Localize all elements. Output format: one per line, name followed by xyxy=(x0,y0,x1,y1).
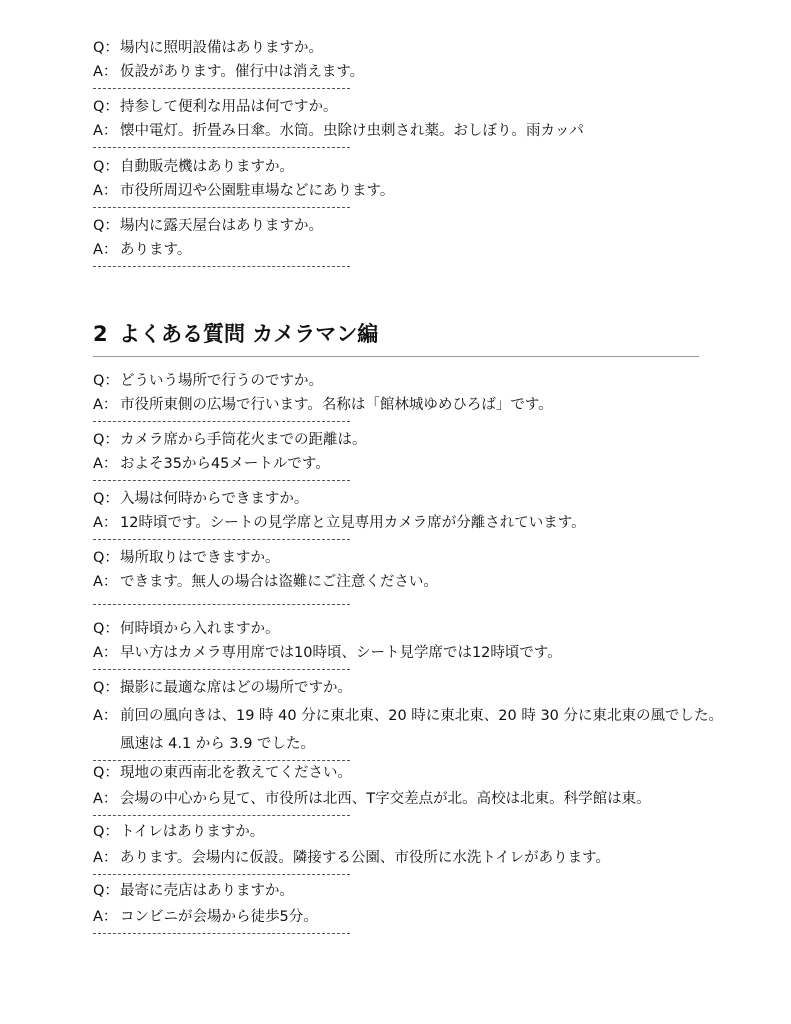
question-line xyxy=(93,95,733,119)
answer-line xyxy=(93,570,733,594)
question-text: 場所取りはできますか。 xyxy=(120,550,280,566)
dashed-separator xyxy=(93,933,350,934)
question-line xyxy=(93,369,733,393)
question-text: どういう場所で行うのですか。 xyxy=(120,373,323,389)
answer-text: コンビニが会場から徒歩5分。 xyxy=(120,909,318,925)
dashed-separator xyxy=(93,147,350,148)
faq-item xyxy=(93,214,733,267)
question-text: 場内に露天屋台はありますか。 xyxy=(120,218,323,234)
answer-text: 仮設があります。催行中は消えます。 xyxy=(120,64,365,80)
faq-item xyxy=(93,617,733,670)
question-text: 最寄に売店はありますか。 xyxy=(120,883,294,899)
faq-item xyxy=(93,879,733,934)
dashed-separator xyxy=(93,480,350,481)
answer-line xyxy=(93,452,733,476)
dashed-separator xyxy=(93,539,350,540)
answer-label: A： xyxy=(93,456,118,472)
answer-text: 懐中電灯。折畳み日傘。水筒。虫除け虫刺され薬。おしぼり。雨カッパ xyxy=(120,123,584,139)
faq-item xyxy=(93,155,733,208)
dashed-separator xyxy=(93,874,350,875)
faq-item xyxy=(93,487,733,540)
answer-label: A： xyxy=(93,515,118,531)
question-line xyxy=(93,879,733,903)
question-line xyxy=(93,546,733,570)
question-line xyxy=(93,214,733,238)
answer-text: あります。 xyxy=(120,242,192,258)
question-label: Q： xyxy=(93,680,119,696)
question-line xyxy=(93,676,733,700)
faq-item xyxy=(93,428,733,481)
faq-item xyxy=(93,761,733,816)
section-rule xyxy=(93,356,699,357)
answer-text: 早い方はカメラ専用席では10時頃、シート見学席では12時頃です。 xyxy=(120,645,562,661)
question-text: 持参して便利な用品は何ですか。 xyxy=(120,99,338,115)
question-text: 何時頃から入れますか。 xyxy=(120,621,280,637)
section-number: 2 xyxy=(93,322,108,346)
answer-text: あります。会場内に仮設。隣接する公園、市役所に水洗トイレがあります。 xyxy=(120,850,610,866)
answer-line xyxy=(93,641,733,665)
question-text: 現地の東西南北を教えてください。 xyxy=(120,765,352,781)
answer-line xyxy=(93,704,733,728)
dashed-separator xyxy=(93,669,350,670)
answer-text: 市役所周辺や公園駐車場などにあります。 xyxy=(120,183,395,199)
section-heading xyxy=(93,318,378,350)
answer-line xyxy=(93,393,733,417)
question-label: Q： xyxy=(93,159,119,175)
answer-line xyxy=(93,119,733,143)
question-line xyxy=(93,487,733,511)
question-label: Q： xyxy=(93,40,119,56)
question-label: Q： xyxy=(93,883,119,899)
question-text: トイレはありますか。 xyxy=(120,824,265,840)
answer-text: 市役所東側の広場で行います。名称は「館林城ゆめひろば」です。 xyxy=(120,397,553,413)
question-text: 場内に照明設備はありますか。 xyxy=(120,40,323,56)
dashed-separator xyxy=(93,88,350,89)
question-line xyxy=(93,36,733,60)
answer-text: 会場の中心から見て、市役所は北西、T字交差点が北。高校は北東。科学館は東。 xyxy=(120,791,651,807)
answer-label: A： xyxy=(93,64,118,80)
dashed-separator xyxy=(93,207,350,208)
question-label: Q： xyxy=(93,99,119,115)
question-line xyxy=(93,428,733,452)
faq-item xyxy=(93,369,733,422)
question-text: 自動販売機はありますか。 xyxy=(120,159,294,175)
answer-line xyxy=(93,60,733,84)
answer-text: 12時頃です。シートの見学席と立見専用カメラ席が分離されています。 xyxy=(120,515,586,531)
faq-item xyxy=(93,36,733,89)
answer-label: A： xyxy=(93,850,118,866)
answer-text: およそ35から45メートルです。 xyxy=(120,456,330,472)
faq-item xyxy=(93,95,733,148)
answer-label: A： xyxy=(93,242,118,258)
answer-label: A： xyxy=(93,909,118,925)
question-line xyxy=(93,820,733,844)
question-label: Q： xyxy=(93,432,119,448)
answer-line xyxy=(93,238,733,262)
answer-text: できます。無人の場合は盗難にご注意ください。 xyxy=(120,574,438,590)
section-title-text: よくある質問 カメラマン編 xyxy=(119,322,379,346)
faq-item xyxy=(93,676,733,761)
question-text: 入場は何時からできますか。 xyxy=(120,491,309,507)
answer-line xyxy=(93,905,733,929)
question-text: 撮影に最適な席はどの場所ですか。 xyxy=(120,680,352,696)
answer-line xyxy=(93,787,733,811)
question-label: Q： xyxy=(93,824,119,840)
question-line xyxy=(93,617,733,641)
answer-label: A： xyxy=(93,397,118,413)
question-label: Q： xyxy=(93,550,119,566)
answer-label: A： xyxy=(93,708,118,724)
answer-line xyxy=(93,511,733,535)
question-label: Q： xyxy=(93,373,119,389)
dashed-separator xyxy=(93,266,350,267)
question-text: カメラ席から手筒花火までの距離は。 xyxy=(120,432,367,448)
dashed-separator xyxy=(93,815,350,816)
question-label: Q： xyxy=(93,491,119,507)
question-label: Q： xyxy=(93,765,119,781)
question-line xyxy=(93,761,733,785)
dashed-separator xyxy=(93,604,350,605)
answer-label: A： xyxy=(93,645,118,661)
answer-text: 前回の風向きは、19 時 40 分に東北東、20 時に東北東、20 時 30 分に東北東の風でした。 xyxy=(120,708,724,724)
answer-label: A： xyxy=(93,791,118,807)
faq-item xyxy=(93,546,733,605)
faq-item xyxy=(93,820,733,875)
question-line xyxy=(93,155,733,179)
question-label: Q： xyxy=(93,621,119,637)
answer-label: A： xyxy=(93,574,118,590)
answer-continuation: 風速は 4.1 から 3.9 でした。 xyxy=(120,736,316,752)
answer-line xyxy=(93,179,733,203)
answer-label: A： xyxy=(93,123,118,139)
answer-line xyxy=(93,846,733,870)
answer-label: A： xyxy=(93,183,118,199)
question-label: Q： xyxy=(93,218,119,234)
dashed-separator xyxy=(93,421,350,422)
